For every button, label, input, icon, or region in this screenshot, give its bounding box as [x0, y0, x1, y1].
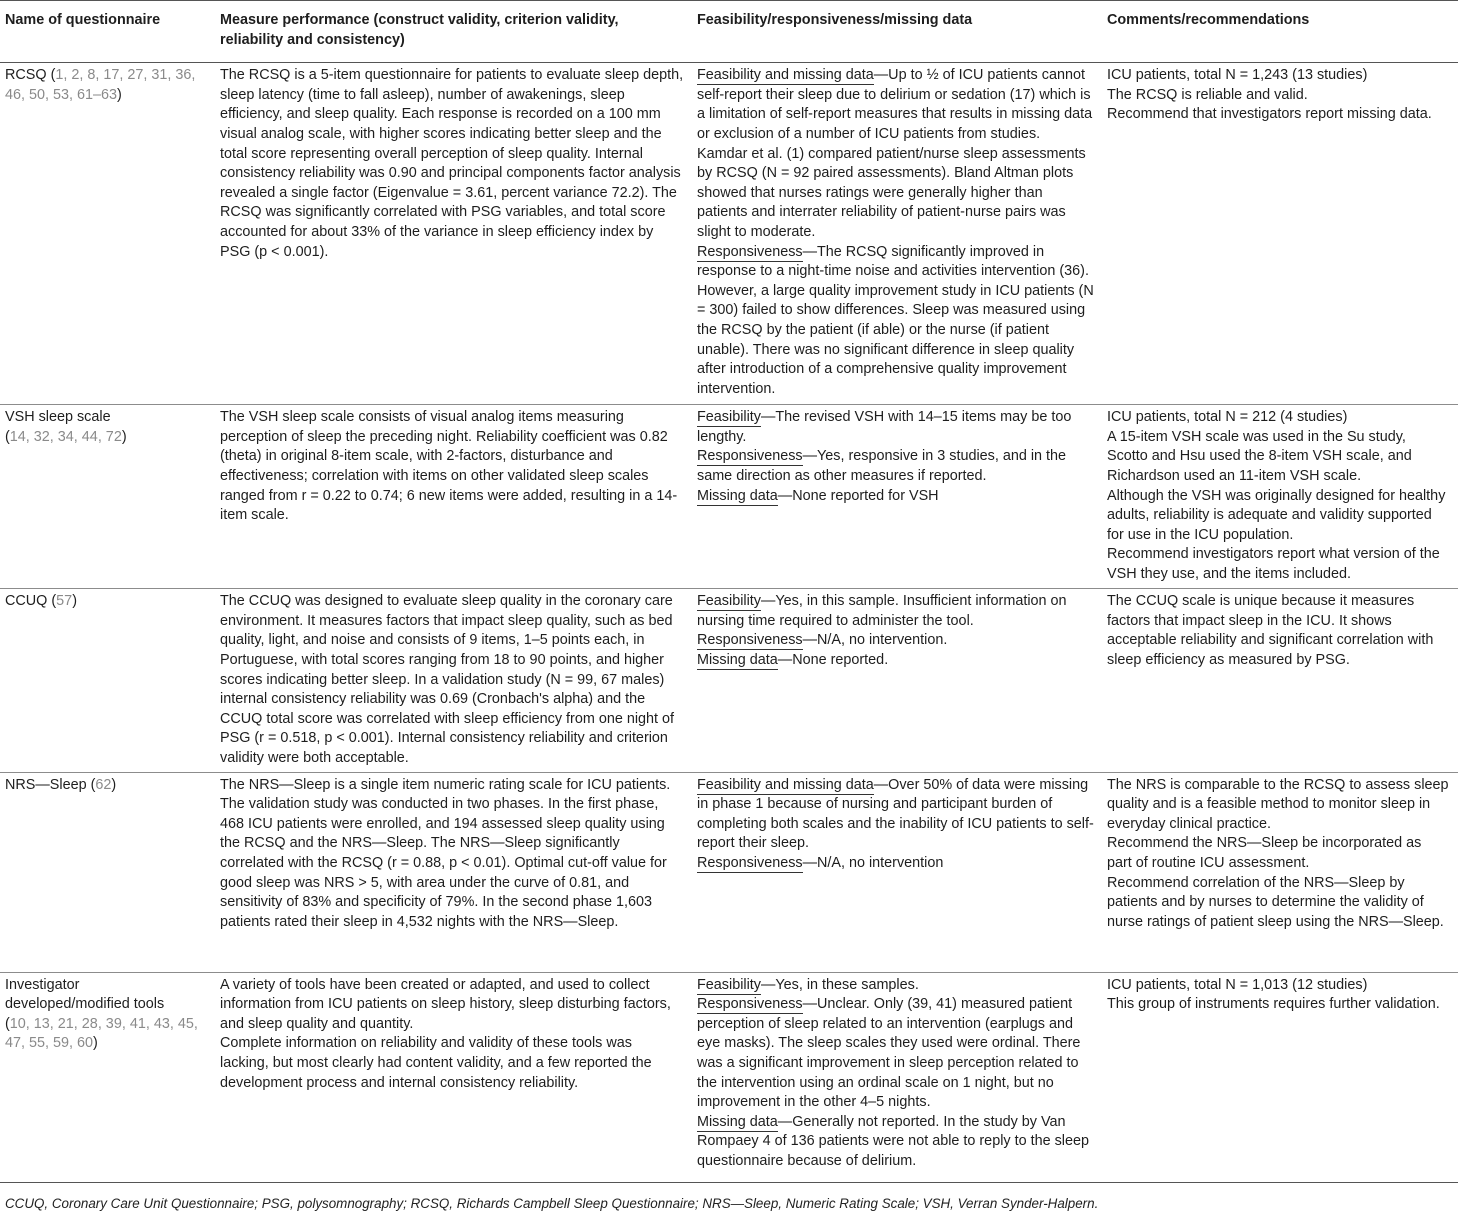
section-text: —Yes, in this sample. Insufficient information on nursing time required to administer the tool. [697, 593, 1067, 629]
feasibility-cell [692, 589, 1102, 772]
comment-line: ICU patients, total N = 1,013 (12 studies) [1107, 976, 1368, 993]
header-comments: Comments/recommendations [1107, 12, 1310, 28]
measure-performance: The VSH sleep scale consists of visual analog items measuring perception of sleep the preceding night. Reliability coefficient was 0.82 (theta) in original 8-item scale, with 2-factors, disturbance and effectiveness; correlation with items on other validated sleep scales ranged from r = 0.22 to 0.74; 6 new items were added, resulting in a 14-item scale. [220, 409, 678, 524]
section-text: —N/A, no intervention. [802, 632, 948, 649]
measure-performance [215, 972, 692, 1182]
comments-cell [1102, 972, 1458, 1182]
table-footnote: CCUQ, Coronary Care Unit Questionnaire; PSG, polysomnography; RCSQ, Richards Campbell Sleep Questionnaire; NRS—Sleep, Numeric Rating Scale; VSH, Verran Synder-Halpern. [5, 1196, 1099, 1211]
comment-line: Recommend the NRS—Sleep be incorporated as part of routine ICU assessment. [1107, 835, 1422, 871]
section-heading: Missing data [697, 651, 778, 668]
table-header-row [0, 1, 1458, 63]
comment-line: ICU patients, total N = 212 (4 studies) [1107, 409, 1348, 426]
comment-line: A 15-item VSH scale was used in the Su study, Scotto and Hsu used the 8-item VSH scale, and Richardson used an 11-item VSH scale. [1107, 428, 1412, 484]
reference-links[interactable]: 14, 32, 34, 44, 72 [9, 428, 122, 445]
section-text: —The revised VSH with 14–15 items may be too lengthy. [697, 409, 1072, 445]
comment-line: The NRS is comparable to the RCSQ to assess sleep quality and is a feasible method to monitor sleep in everyday clinical practice. [1107, 776, 1449, 832]
measure-paragraph: Complete information on reliability and validity of these tools was lacking, but most clearly had content validity, and a few reported the development process and internal consistency reliability. [220, 1035, 652, 1091]
section-heading: Responsiveness [697, 996, 803, 1013]
section-heading: Feasibility and missing data [697, 67, 874, 84]
comment-line: The CCUQ scale is unique because it measures factors that impact sleep in the ICU. It shows acceptable reliability and significant correlation with sleep efficiency as measured by PSG. [1107, 593, 1434, 668]
section-text: —Unclear. Only (39, 41) measured patient perception of sleep related to an intervention (earplugs and eye masks). The sleep scales they used were ordinal. There was a significant improvement in sleep perception related to the intervention using an ordinal scale on 1 night, but no improvement in the other 4–5 nights. [697, 996, 1081, 1111]
measure-paragraph: A variety of tools have been created or adapted, and used to collect information from ICU patients on sleep history, sleep disturbing factors, and sleep quality and quantity. [220, 976, 671, 1032]
section-text: —None reported. [777, 651, 889, 668]
section-heading: Responsiveness [697, 243, 803, 260]
comment-line: Recommend correlation of the NRS—Sleep by patients and by nurses to determine the validity of nurse ratings of patient sleep using the NRS—Sleep. [1107, 874, 1444, 930]
section-heading: Responsiveness [697, 448, 803, 465]
reference-links[interactable]: 10, 13, 21, 28, 39, 41, 43, 45, 47, 55, 59, 60 [5, 1015, 198, 1052]
table-row [0, 972, 1458, 1182]
section-text: —Generally not reported. In the study by Van Rompaey 4 of 136 patients were not able to reply to the sleep questionnaire because of delirium. [697, 1113, 1089, 1169]
questionnaire-name: CCUQ (57) [5, 593, 77, 610]
comments-cell [1102, 405, 1458, 589]
comments-cell [1102, 589, 1458, 772]
section-heading: Missing data [697, 487, 778, 504]
questionnaire-name: Investigator developed/modified tools (10, 13, 21, 28, 39, 41, 43, 45, 47, 55, 59, 60) [5, 976, 198, 1052]
section-heading: Feasibility [697, 593, 761, 610]
questionnaire-name: RCSQ (1, 2, 8, 17, 27, 31, 36, 46, 50, 53, 61–63) [5, 67, 196, 103]
comment-line: This group of instruments requires further validation. [1107, 996, 1440, 1013]
comment-line: Although the VSH was originally designed for healthy adults, reliability is adequate and validity supported for use in the ICU population. [1107, 487, 1446, 543]
reference-links[interactable]: 57 [56, 593, 73, 610]
section-heading: Responsiveness [697, 632, 803, 649]
questionnaire-name: NRS—Sleep (62) [5, 776, 117, 793]
table-row [0, 63, 1458, 405]
comments-cell [1102, 772, 1458, 972]
section-text: —None reported for VSH [777, 487, 939, 504]
comment-line: Recommend investigators report what version of the VSH they use, and the items included. [1107, 546, 1440, 582]
reference-links[interactable]: 62 [95, 776, 112, 793]
comment-line: ICU patients, total N = 1,243 (13 studies) [1107, 67, 1368, 84]
section-heading: Missing data [697, 1113, 778, 1130]
table-row [0, 589, 1458, 772]
section-text: —Yes, responsive in 3 studies, and in the same direction as other measures if reported. [697, 448, 1067, 484]
section-text: —Up to ½ of ICU patients cannot self-report their sleep due to delirium or sedation (17) which is a limitation of self-report measures that results in missing data or exclusion of a number of ICU patients from studies. Kamdar et al. (1) compared patient/nurse sleep assessments by RCSQ (N = 92 paired assessments). Bland Altman plots showed that nurses ratings were generally higher than patients and interrater reliability of patient-nurse pairs was slight to moderate. [697, 67, 1093, 240]
feasibility-cell [692, 63, 1102, 405]
section-text: —N/A, no intervention [802, 854, 944, 871]
comments-cell [1102, 63, 1458, 405]
comment-line: The RCSQ is reliable and valid. [1107, 86, 1308, 103]
measure-performance: The NRS—Sleep is a single item numeric rating scale for ICU patients. The validation study was conducted in two phases. In the first phase, 468 ICU patients were enrolled, and 194 assessed sleep quality using the RCSQ and the NRS—Sleep. The NRS—Sleep significantly correlated with the RCSQ (r = 0.88, p < 0.01). Optimal cut-off value for good sleep was NRS > 5, with area under the curve of 0.81, and sensitivity of 83% and specificity of 79%. In the second phase 1,603 patients rated their sleep in 4,532 nights with the NRS—Sleep. [220, 776, 671, 930]
questionnaire-name: VSH sleep scale (14, 32, 34, 44, 72) [5, 409, 127, 445]
section-heading: Feasibility and missing data [697, 776, 874, 793]
section-text: —The RCSQ significantly improved in response to a night-time noise and activities intervention (36). However, a large quality improvement study in ICU patients (N = 300) failed to show differences. Sleep was measured using the RCSQ by the patient (if able) or the nurse (if patient unable). There was no significant difference in sleep quality after introduction of a comprehensive quality improvement intervention. [697, 243, 1094, 397]
section-text: —Yes, in these samples. [760, 976, 919, 993]
table-row [0, 772, 1458, 972]
measure-performance: The CCUQ was designed to evaluate sleep quality in the coronary care environment. It measures factors that impact sleep quality, such as bed quality, light, and noise and consists of 9 items, 1–5 points each, in Portuguese, with total scores ranging from 18 to 90 points, and higher scores indicating better sleep. In a validation study (N = 99, 67 males) internal consistency reliability was 0.69 (Cronbach's alpha) and the CCUQ total score was correlated with sleep efficiency from one night of PSG (r = 0.518, p < 0.001). Internal consistency reliability and criterion validity were both acceptable. [220, 593, 675, 766]
section-heading: Feasibility [697, 409, 761, 426]
header-measure: Measure performance (construct validity, criterion validity, reliability and consistency) [220, 12, 619, 48]
section-heading: Responsiveness [697, 854, 803, 871]
measure-performance: The RCSQ is a 5-item questionnaire for patients to evaluate sleep depth, sleep latency (time to fall asleep), number of awakenings, sleep efficiency, and sleep quality. Each response is recorded on a 100 mm visual analog scale, with higher scores indicating better sleep and the total score representing overall perception of sleep quality. Internal consistency reliability was 0.90 and principal components factor analysis revealed a single factor (Eigenvalue = 3.61, percent variance 72.2). The RCSQ was significantly correlated with PSG variables, and total score accounted for about 33% of the variance in sleep efficiency index by PSG (p < 0.001). [220, 67, 684, 260]
reference-links[interactable]: 1, 2, 8, 17, 27, 31, 36, 46, 50, 53, 61–63 [5, 67, 196, 103]
feasibility-cell [692, 972, 1102, 1182]
section-heading: Feasibility [697, 976, 761, 993]
feasibility-cell [692, 772, 1102, 972]
header-feasibility: Feasibility/responsiveness/missing data [697, 12, 973, 28]
comment-line: Recommend that investigators report missing data. [1107, 106, 1432, 123]
feasibility-cell [692, 405, 1102, 589]
section-text: —Over 50% of data were missing in phase 1 because of nursing and participant burden of completing both scales and the inability of ICU patients to self-report their sleep. [697, 776, 1094, 852]
table-row [0, 405, 1458, 589]
header-name: Name of questionnaire [5, 12, 161, 28]
